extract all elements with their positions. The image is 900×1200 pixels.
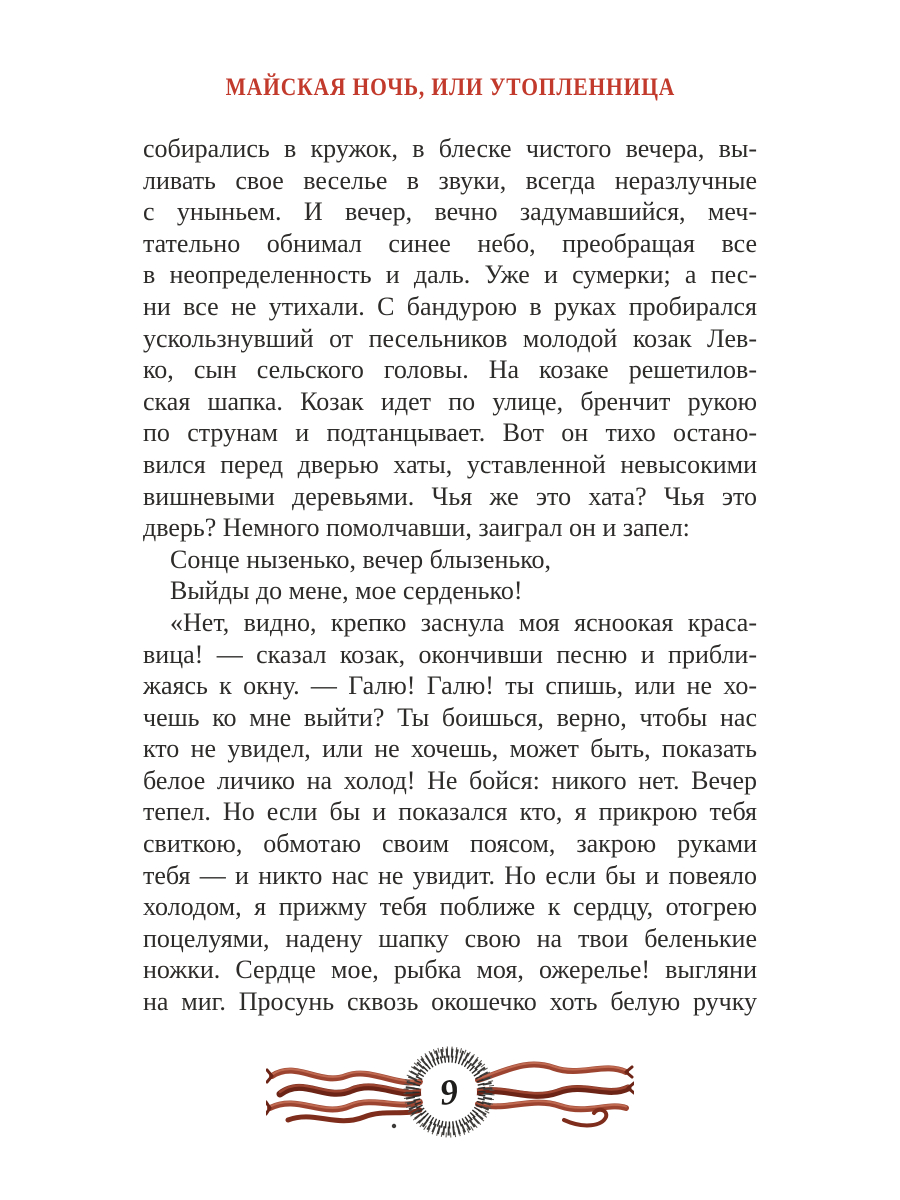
page-text (143, 133, 757, 1018)
text-line: вишневыми деревьями. Чья же это хата? Чья это (143, 481, 757, 511)
text-line: ускользнувший от песельников молодой козак Лев- (143, 323, 757, 353)
text-line: кто не увидел, или не хочешь, может быть, показать (143, 734, 757, 764)
text-line: свиткою, обмотаю своим поясом, закрою руками (143, 829, 757, 859)
text-line: тепел. Но если бы и показался кто, я прикрою тебя (143, 797, 757, 827)
page-number: 9 (437, 1071, 461, 1113)
text-line: вица! — сказал козак, окончивши песню и прибли- (143, 639, 757, 669)
text-line: тательно обнимал синее небо, преобращая все (143, 228, 757, 258)
text-line: ко, сын сельского головы. На козаке решетилов- (143, 355, 757, 385)
text-line: тебя — и никто нас не увидит. Но если бы и повеяло (143, 860, 757, 890)
text-line: дверь? Немного помолчавши, заиграл он и запел: (143, 513, 690, 543)
text-line: белое личико на холод! Не бойся: никого нет. Вечер (143, 765, 757, 795)
text-line: ливать свое веселье в звуки, всегда неразлучные (143, 165, 757, 195)
text-line: на миг. Просунь сквозь окошечко хоть белую ручку (143, 987, 757, 1017)
text-line: собирались в кружок, в блеске чистого вечера, вы- (143, 134, 757, 163)
text-line: жаясь к окну. — Галю! Галю! ты спишь, или не хо- (143, 671, 757, 701)
ribbon-left-icon (266, 1069, 422, 1121)
footer-ornament (266, 1044, 634, 1142)
text-line: в неопределенность и даль. Уже и сумерки; а пес- (143, 260, 757, 290)
chapter-title (0, 74, 900, 102)
text-line: с уныньем. И вечер, вечно задумавшийся, меч- (143, 197, 757, 227)
verse-line: Сонце нызенько, вечер блызенько, (170, 544, 552, 574)
text-line: холодом, я прижму тебя поближе к сердцу, отогрею (143, 892, 757, 922)
text-line: ни все не утихали. С бандурою в руках пробирался (143, 291, 757, 321)
text-line: ножки. Сердце мое, рыбка моя, ожерелье! выгляни (143, 955, 757, 985)
text-line: ская шапка. Козак идет по улице, бренчит рукою (143, 386, 757, 416)
ribbon-right-icon (476, 1063, 634, 1125)
verse-line: Выйды до мене, мое серденько! (170, 576, 523, 606)
text-line: «Нет, видно, крепко заснула моя ясноокая краса- (170, 607, 757, 637)
text-line: по струнам и подтанцывает. Вот он тихо остано- (143, 418, 757, 448)
chapter-title-text: МАЙСКАЯ НОЧЬ, ИЛИ УТОПЛЕННИЦА (225, 74, 675, 101)
text-line: вился перед дверью хаты, уставленной невысокими (143, 449, 757, 479)
text-line: поцелуями, надену шапку свою на твои беленькие (143, 923, 757, 953)
text-line: чешь ко мне выйти? Ты боишься, верно, чтобы нас (143, 702, 757, 732)
